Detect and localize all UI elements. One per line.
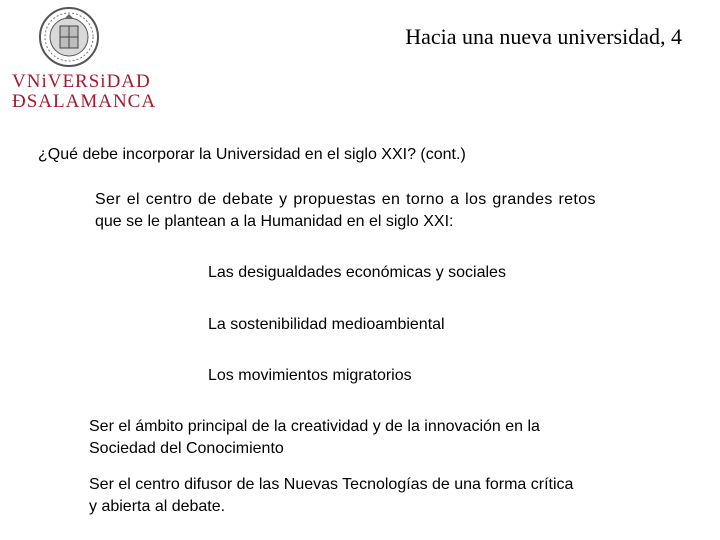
point-debate-line-1: Ser el centro de debate y propuestas en torno a los grandes retos: [95, 191, 596, 208]
point-creativity: [89, 416, 540, 460]
slide-title: Hacia una nueva universidad, 4: [405, 24, 682, 49]
point-creativity-line-1: Ser el ámbito principal de la creatividad y de la innovación en la: [89, 418, 540, 435]
logo-line-2: ÐSALAMANCA: [12, 91, 157, 112]
point-creativity-line-2: Sociedad del Conocimiento: [89, 440, 284, 457]
logo-line-1: VNiVERSiDAD: [12, 71, 151, 92]
subpoint-migration: Los movimientos migratorios: [208, 367, 412, 384]
point-debate: [95, 189, 596, 233]
point-technology-line-2: y abierta al debate.: [89, 498, 226, 515]
point-technology-line-1: Ser el centro difusor de las Nuevas Tecnologías de una forma crítica: [89, 476, 574, 493]
subpoint-inequality: Las desigualdades económicas y sociales: [208, 264, 506, 281]
point-debate-line-2: que se le plantean a la Humanidad en el siglo XXI:: [95, 213, 454, 230]
point-technology: [89, 474, 573, 518]
subpoint-sustainability: La sostenibilidad medioambiental: [208, 316, 445, 333]
section-heading: ¿Qué debe incorporar la Universidad en el siglo XXI? (cont.): [38, 146, 466, 163]
university-seal-icon: [38, 6, 100, 68]
